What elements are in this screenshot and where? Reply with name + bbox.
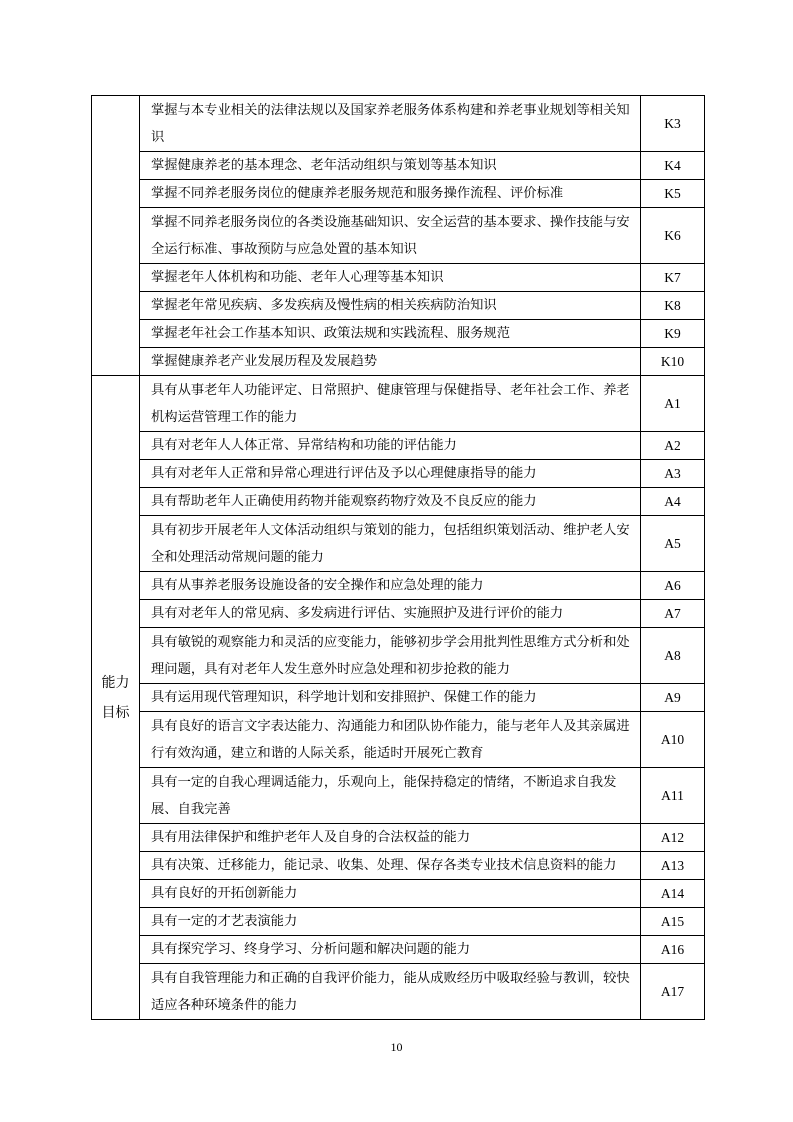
row-code: A6 (641, 572, 705, 600)
category-label-line2: 目标 (101, 704, 130, 721)
row-code: A13 (641, 852, 705, 880)
row-description: 掌握老年人体机构和功能、老年人心理等基本知识 (140, 264, 641, 292)
row-code: K7 (641, 264, 705, 292)
row-description: 具有对老年人的常见病、多发病进行评估、实施照护及进行评价的能力 (140, 600, 641, 628)
row-code: A14 (641, 880, 705, 908)
table-row (92, 908, 705, 936)
row-description: 具有从事老年人功能评定、日常照护、健康管理与保健指导、老年社会工作、养老机构运营管理工作的能力 (140, 376, 641, 432)
row-description: 具有一定的才艺表演能力 (140, 908, 641, 936)
row-code: K9 (641, 320, 705, 348)
table-row (92, 152, 705, 180)
table-row (92, 964, 705, 1020)
table-row (92, 852, 705, 880)
row-description: 具有良好的语言文字表达能力、沟通能力和团队协作能力，能与老年人及其亲属进行有效沟通，建立和谐的人际关系，能适时开展死亡教育 (140, 712, 641, 768)
row-code: A12 (641, 824, 705, 852)
table-row (92, 460, 705, 488)
row-description: 具有用法律保护和维护老年人及自身的合法权益的能力 (140, 824, 641, 852)
row-code: A4 (641, 488, 705, 516)
row-code: A8 (641, 628, 705, 684)
table-row (92, 180, 705, 208)
row-code: A7 (641, 600, 705, 628)
table-row (92, 684, 705, 712)
row-code: A2 (641, 432, 705, 460)
row-description: 具有帮助老年人正确使用药物并能观察药物疗效及不良反应的能力 (140, 488, 641, 516)
table-row (92, 488, 705, 516)
table-row (92, 572, 705, 600)
row-description: 具有初步开展老年人文体活动组织与策划的能力，包括组织策划活动、维护老人安全和处理活动常规问题的能力 (140, 516, 641, 572)
ability-category-cell (92, 376, 140, 1020)
row-code: A10 (641, 712, 705, 768)
row-code: K5 (641, 180, 705, 208)
row-description: 掌握不同养老服务岗位的各类设施基础知识、安全运营的基本要求、操作技能与安全运行标准、事故预防与应急处置的基本知识 (140, 208, 641, 264)
row-description: 具有良好的开拓创新能力 (140, 880, 641, 908)
objectives-table (91, 95, 705, 1020)
table-row (92, 264, 705, 292)
row-description: 具有运用现代管理知识，科学地计划和安排照护、保健工作的能力 (140, 684, 641, 712)
row-code: A9 (641, 684, 705, 712)
row-code: A17 (641, 964, 705, 1020)
row-code: K3 (641, 96, 705, 152)
table-row (92, 348, 705, 376)
row-description: 掌握健康养老产业发展历程及发展趋势 (140, 348, 641, 376)
table-row (92, 768, 705, 824)
row-description: 掌握健康养老的基本理念、老年活动组织与策划等基本知识 (140, 152, 641, 180)
row-description: 掌握老年常见疾病、多发疾病及慢性病的相关疾病防治知识 (140, 292, 641, 320)
row-description: 掌握不同养老服务岗位的健康养老服务规范和服务操作流程、评价标准 (140, 180, 641, 208)
row-code: K6 (641, 208, 705, 264)
row-description: 掌握老年社会工作基本知识、政策法规和实践流程、服务规范 (140, 320, 641, 348)
table-row (92, 320, 705, 348)
table-row (92, 96, 705, 152)
row-description: 具有对老年人正常和异常心理进行评估及予以心理健康指导的能力 (140, 460, 641, 488)
category-label-line1: 能力 (101, 674, 130, 691)
table-row (92, 208, 705, 264)
table-row (92, 376, 705, 432)
table-row (92, 600, 705, 628)
row-code: K8 (641, 292, 705, 320)
row-description: 具有敏锐的观察能力和灵活的应变能力，能够初步学会用批判性思维方式分析和处理问题，具有对老年人发生意外时应急处理和初步抢救的能力 (140, 628, 641, 684)
row-code: A16 (641, 936, 705, 964)
row-code: A5 (641, 516, 705, 572)
table-row (92, 292, 705, 320)
row-description: 具有对老年人人体正常、异常结构和功能的评估能力 (140, 432, 641, 460)
row-description: 具有自我管理能力和正确的自我评价能力，能从成败经历中吸取经验与教训，较快适应各种环境条件的能力 (140, 964, 641, 1020)
row-description: 具有一定的自我心理调适能力，乐观向上，能保持稳定的情绪，不断追求自我发展、自我完善 (140, 768, 641, 824)
row-description: 具有决策、迁移能力，能记录、收集、处理、保存各类专业技术信息资料的能力 (140, 852, 641, 880)
table-row (92, 712, 705, 768)
row-description: 具有探究学习、终身学习、分析问题和解决问题的能力 (140, 936, 641, 964)
table-row (92, 936, 705, 964)
table-row (92, 824, 705, 852)
row-code: K4 (641, 152, 705, 180)
table-row (92, 432, 705, 460)
table-row (92, 880, 705, 908)
row-code: A3 (641, 460, 705, 488)
row-description: 具有从事养老服务设施设备的安全操作和应急处理的能力 (140, 572, 641, 600)
row-code: A1 (641, 376, 705, 432)
row-code: A11 (641, 768, 705, 824)
row-code: A15 (641, 908, 705, 936)
row-description: 掌握与本专业相关的法律法规以及国家养老服务体系构建和养老事业规划等相关知识 (140, 96, 641, 152)
table-row (92, 628, 705, 684)
row-code: K10 (641, 348, 705, 376)
knowledge-category-cell (92, 96, 140, 376)
table-row (92, 516, 705, 572)
page-number: 10 (390, 1040, 403, 1054)
